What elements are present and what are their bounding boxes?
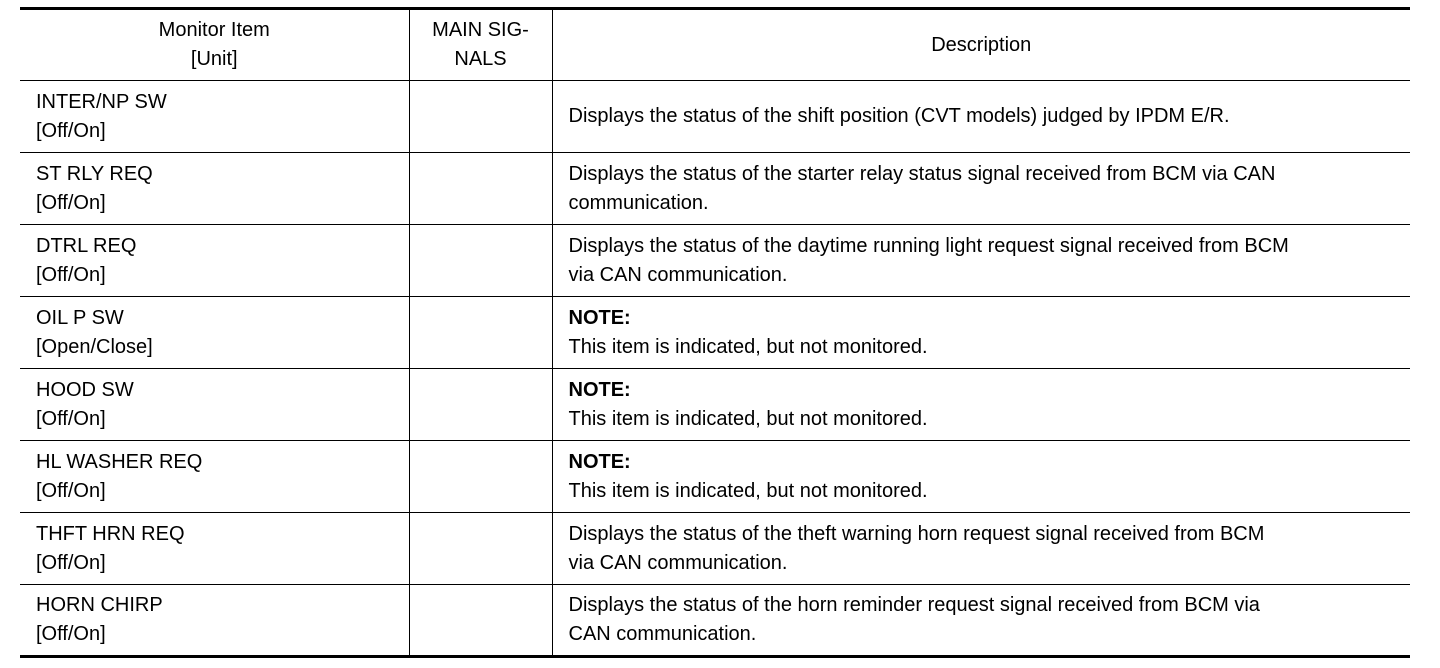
header-description-label: Description (931, 33, 1032, 56)
main-signals-cell (409, 585, 552, 657)
monitor-item-cell (20, 297, 409, 369)
description-line-1: Displays the status of the shift position (CVT models) judged by IPDM E/R. (568, 105, 1230, 127)
main-signals-cell (409, 225, 552, 297)
monitor-item-unit: [Off/On] (36, 191, 106, 214)
monitor-item-cell (20, 369, 409, 441)
monitor-item-name: THFT HRN REQ (36, 522, 185, 545)
description-line-1: Displays the status of the starter relay status signal received from BCM via CAN (568, 162, 1276, 185)
monitor-item-unit: [Off/On] (36, 551, 106, 574)
header-description (552, 9, 1410, 81)
monitor-item-name: HOOD SW (36, 378, 134, 401)
monitor-item-unit: [Open/Close] (36, 335, 153, 358)
monitor-item-name: INTER/NP SW (36, 90, 167, 113)
description-line-2: CAN communication. (568, 623, 757, 645)
description-cell (552, 441, 1410, 513)
monitor-item-unit: [Off/On] (36, 479, 106, 502)
description-line-2: communication. (568, 191, 709, 214)
monitor-item-cell (20, 585, 409, 657)
monitor-item-name: HORN CHIRP (36, 594, 163, 616)
table-row (20, 153, 1410, 225)
description-cell (552, 513, 1410, 585)
description-cell (552, 585, 1410, 657)
header-unit-label: [Unit] (190, 48, 238, 70)
header-monitor-item-label: Monitor Item (158, 19, 270, 41)
monitor-item-name: OIL P SW (36, 306, 124, 329)
monitor-item-cell (20, 153, 409, 225)
header-main-signals-line1: MAIN SIG- (432, 19, 529, 41)
header-main-signals-line2: NALS (454, 48, 507, 70)
table-row (20, 369, 1410, 441)
monitor-item-table (20, 7, 1410, 658)
description-line-1: This item is indicated, but not monitored. (568, 479, 928, 502)
table-row (20, 81, 1410, 153)
main-signals-cell (409, 297, 552, 369)
main-signals-cell (409, 369, 552, 441)
table-row (20, 441, 1410, 513)
monitor-item-cell (20, 81, 409, 153)
monitor-item-unit: [Off/On] (36, 263, 106, 286)
description-line-1: Displays the status of the theft warning horn request signal received from BCM (568, 522, 1265, 545)
note-label: NOTE: (568, 306, 631, 329)
monitor-item-name: ST RLY REQ (36, 162, 153, 185)
table-body (20, 81, 1410, 657)
monitor-item-cell (20, 441, 409, 513)
description-line-2: via CAN communication. (568, 551, 788, 574)
main-signals-cell (409, 441, 552, 513)
description-cell (552, 153, 1410, 225)
main-signals-cell (409, 153, 552, 225)
main-signals-cell (409, 513, 552, 585)
description-line-1: Displays the status of the daytime running light request signal received from BCM (568, 234, 1289, 257)
monitor-item-unit: [Off/On] (36, 119, 106, 142)
monitor-item-cell (20, 225, 409, 297)
monitor-item-name: DTRL REQ (36, 234, 137, 257)
table-row (20, 225, 1410, 297)
description-line-2: via CAN communication. (568, 263, 788, 286)
main-signals-cell (409, 81, 552, 153)
table-row (20, 297, 1410, 369)
header-monitor-item (20, 9, 409, 81)
table-row (20, 585, 1410, 657)
note-label: NOTE: (568, 378, 631, 401)
description-line-1: Displays the status of the horn reminder request signal received from BCM via (568, 594, 1260, 616)
note-label: NOTE: (568, 450, 631, 473)
description-cell (552, 81, 1410, 153)
description-cell (552, 297, 1410, 369)
monitor-item-unit: [Off/On] (36, 623, 106, 645)
table-row (20, 513, 1410, 585)
header-main-signals (409, 9, 552, 81)
description-cell (552, 225, 1410, 297)
monitor-item-unit: [Off/On] (36, 407, 106, 430)
monitor-item-name: HL WASHER REQ (36, 450, 203, 473)
monitor-item-cell (20, 513, 409, 585)
description-line-1: This item is indicated, but not monitored. (568, 407, 928, 430)
description-cell (552, 369, 1410, 441)
description-line-1: This item is indicated, but not monitored. (568, 335, 928, 358)
header-row (20, 9, 1410, 81)
